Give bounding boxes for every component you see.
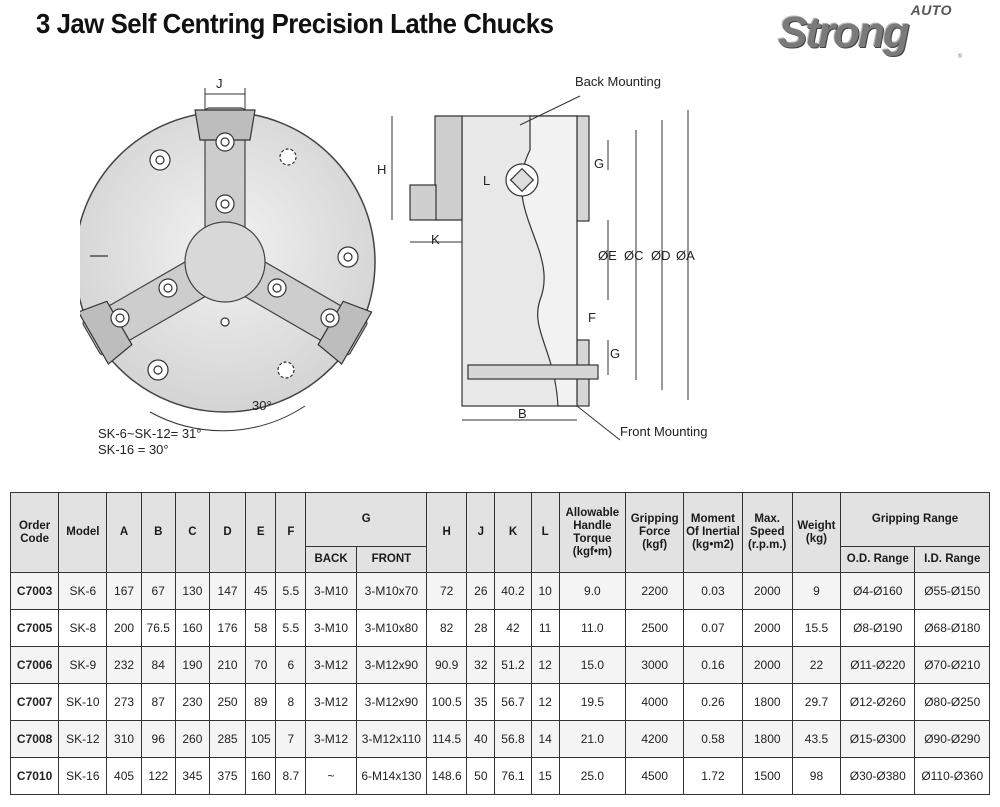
cell-od: Ø15-Ø300 (841, 721, 915, 758)
page-title: 3 Jaw Self Centring Precision Lathe Chucks (36, 8, 554, 39)
cell-a: 273 (107, 684, 141, 721)
cell-l: 10 (531, 573, 559, 610)
cell-back: ~ (306, 758, 356, 795)
dim-label-j: J (216, 76, 223, 91)
cell-inertia: 0.07 (684, 610, 742, 647)
cell-force: 4500 (626, 758, 684, 795)
dim-label-h: H (377, 162, 387, 177)
table-body (11, 573, 990, 795)
cell-code: C7003 (11, 573, 59, 610)
cell-speed: 2000 (742, 647, 792, 684)
table-row (11, 684, 990, 721)
table-row (11, 573, 990, 610)
cell-e: 45 (246, 573, 276, 610)
cell-model: SK-16 (59, 758, 107, 795)
header-force: Gripping Force (kgf) (626, 493, 684, 573)
cell-k: 40.2 (495, 573, 531, 610)
dim-label-b: B (518, 406, 527, 421)
cell-od: Ø4-Ø160 (841, 573, 915, 610)
cell-l: 12 (531, 684, 559, 721)
cell-inertia: 0.03 (684, 573, 742, 610)
cell-back: 3-M12 (306, 721, 356, 758)
cell-h: 72 (427, 573, 467, 610)
cell-speed: 1800 (742, 684, 792, 721)
dim-label-g-bottom: G (610, 346, 621, 361)
header-weight: Weight (kg) (792, 493, 840, 573)
cell-force: 3000 (626, 647, 684, 684)
cell-model: SK-10 (59, 684, 107, 721)
cell-torque: 19.5 (559, 684, 625, 721)
cell-l: 14 (531, 721, 559, 758)
cell-od: Ø11-Ø220 (841, 647, 915, 684)
cell-k: 76.1 (495, 758, 531, 795)
cell-l: 11 (531, 610, 559, 647)
cell-f: 7 (276, 721, 306, 758)
dim-label-d: ØD (651, 248, 671, 263)
cell-l: 12 (531, 647, 559, 684)
angle-note-1: SK-6~SK-12= 31° (98, 426, 202, 441)
cell-id: Ø90-Ø290 (915, 721, 990, 758)
cell-weight: 29.7 (792, 684, 840, 721)
cell-id: Ø68-Ø180 (915, 610, 990, 647)
cell-j: 35 (467, 684, 495, 721)
cell-f: 6 (276, 647, 306, 684)
cell-back: 3-M10 (306, 573, 356, 610)
cell-code: C7006 (11, 647, 59, 684)
cell-b: 122 (141, 758, 175, 795)
cell-c: 160 (175, 610, 209, 647)
cell-id: Ø70-Ø210 (915, 647, 990, 684)
cell-inertia: 0.26 (684, 684, 742, 721)
cell-j: 28 (467, 610, 495, 647)
dim-label-a: ØA (676, 248, 695, 263)
cell-f: 5.5 (276, 573, 306, 610)
header-b: B (141, 493, 175, 573)
front-mounting-label: Front Mounting (620, 424, 708, 439)
cell-od: Ø8-Ø190 (841, 610, 915, 647)
table-row (11, 610, 990, 647)
cell-front: 3-M10x80 (356, 610, 426, 647)
cell-c: 345 (175, 758, 209, 795)
cell-e: 70 (246, 647, 276, 684)
cell-d: 285 (209, 721, 245, 758)
cell-b: 67 (141, 573, 175, 610)
cell-e: 160 (246, 758, 276, 795)
cell-speed: 1800 (742, 721, 792, 758)
cell-c: 230 (175, 684, 209, 721)
header-order-code: Order Code (11, 493, 59, 573)
cell-j: 32 (467, 647, 495, 684)
header-k: K (495, 493, 531, 573)
header-id-range: I.D. Range (915, 547, 990, 573)
header-g: G (306, 493, 427, 547)
cell-speed: 2000 (742, 573, 792, 610)
cell-model: SK-6 (59, 573, 107, 610)
header-f: F (276, 493, 306, 573)
header-model: Model (59, 493, 107, 573)
cell-a: 310 (107, 721, 141, 758)
cell-torque: 9.0 (559, 573, 625, 610)
cell-code: C7007 (11, 684, 59, 721)
logo-auto-text: AUTO (910, 2, 952, 18)
specification-table (10, 492, 990, 795)
cell-a: 232 (107, 647, 141, 684)
cell-weight: 22 (792, 647, 840, 684)
table-row (11, 647, 990, 684)
cell-id: Ø55-Ø150 (915, 573, 990, 610)
header-d: D (209, 493, 245, 573)
cell-model: SK-9 (59, 647, 107, 684)
cell-torque: 25.0 (559, 758, 625, 795)
cell-b: 87 (141, 684, 175, 721)
chuck-side-view (380, 90, 710, 450)
cell-od: Ø30-Ø380 (841, 758, 915, 795)
cell-back: 3-M12 (306, 647, 356, 684)
cell-back: 3-M10 (306, 610, 356, 647)
cell-d: 176 (209, 610, 245, 647)
cell-e: 89 (246, 684, 276, 721)
cell-k: 51.2 (495, 647, 531, 684)
header-torque: Allowable Handle Torque (kgf•m) (559, 493, 625, 573)
cell-force: 4200 (626, 721, 684, 758)
cell-a: 200 (107, 610, 141, 647)
header-j: J (467, 493, 495, 573)
brand-logo (772, 2, 982, 66)
cell-f: 8 (276, 684, 306, 721)
cell-model: SK-8 (59, 610, 107, 647)
header-gripping-range: Gripping Range (841, 493, 990, 547)
logo-brand-text: Strong (778, 8, 908, 57)
cell-f: 5.5 (276, 610, 306, 647)
dim-label-e: ØE (598, 248, 617, 263)
header-g-back: BACK (306, 547, 356, 573)
table-header-row (11, 493, 990, 547)
header-inertia: Moment Of Inertial (kg•m2) (684, 493, 742, 573)
cell-j: 26 (467, 573, 495, 610)
cell-h: 148.6 (427, 758, 467, 795)
cell-d: 147 (209, 573, 245, 610)
cell-torque: 21.0 (559, 721, 625, 758)
cell-k: 56.8 (495, 721, 531, 758)
cell-c: 130 (175, 573, 209, 610)
cell-inertia: 0.58 (684, 721, 742, 758)
table-row (11, 758, 990, 795)
cell-torque: 11.0 (559, 610, 625, 647)
cell-weight: 9 (792, 573, 840, 610)
cell-back: 3-M12 (306, 684, 356, 721)
cell-weight: 43.5 (792, 721, 840, 758)
cell-a: 167 (107, 573, 141, 610)
table-row (11, 721, 990, 758)
cell-force: 2200 (626, 573, 684, 610)
cell-front: 6-M14x130 (356, 758, 426, 795)
cell-f: 8.7 (276, 758, 306, 795)
cell-torque: 15.0 (559, 647, 625, 684)
cell-j: 50 (467, 758, 495, 795)
cell-d: 210 (209, 647, 245, 684)
back-mounting-label: Back Mounting (575, 74, 661, 89)
angle-note-2: SK-16 = 30° (98, 442, 169, 457)
cell-id: Ø110-Ø360 (915, 758, 990, 795)
cell-inertia: 0.16 (684, 647, 742, 684)
logo-registered-mark: ® (957, 54, 962, 60)
header-h: H (427, 493, 467, 573)
dim-label-c: ØC (624, 248, 644, 263)
cell-j: 40 (467, 721, 495, 758)
cell-speed: 1500 (742, 758, 792, 795)
cell-inertia: 1.72 (684, 758, 742, 795)
header-g-front: FRONT (356, 547, 426, 573)
cell-front: 3-M12x110 (356, 721, 426, 758)
cell-a: 405 (107, 758, 141, 795)
cell-model: SK-12 (59, 721, 107, 758)
cell-front: 3-M10x70 (356, 573, 426, 610)
cell-b: 76.5 (141, 610, 175, 647)
cell-h: 82 (427, 610, 467, 647)
cell-front: 3-M12x90 (356, 684, 426, 721)
cell-h: 100.5 (427, 684, 467, 721)
cell-code: C7005 (11, 610, 59, 647)
header-l: L (531, 493, 559, 573)
cell-c: 260 (175, 721, 209, 758)
cell-weight: 15.5 (792, 610, 840, 647)
header-od-range: O.D. Range (841, 547, 915, 573)
cell-weight: 98 (792, 758, 840, 795)
cell-k: 42 (495, 610, 531, 647)
header-speed: Max. Speed (r.p.m.) (742, 493, 792, 573)
cell-h: 114.5 (427, 721, 467, 758)
header-c: C (175, 493, 209, 573)
cell-od: Ø12-Ø260 (841, 684, 915, 721)
header-a: A (107, 493, 141, 573)
cell-e: 58 (246, 610, 276, 647)
cell-b: 84 (141, 647, 175, 684)
angle-label: 30° (252, 398, 272, 413)
header-e: E (246, 493, 276, 573)
cell-d: 375 (209, 758, 245, 795)
dim-label-l: L (483, 173, 491, 188)
dim-label-f: F (588, 310, 596, 325)
cell-e: 105 (246, 721, 276, 758)
cell-d: 250 (209, 684, 245, 721)
cell-force: 4000 (626, 684, 684, 721)
cell-speed: 2000 (742, 610, 792, 647)
dim-label-k: K (431, 232, 440, 247)
cell-l: 15 (531, 758, 559, 795)
cell-c: 190 (175, 647, 209, 684)
technical-drawing (0, 70, 1000, 480)
cell-front: 3-M12x90 (356, 647, 426, 684)
cell-force: 2500 (626, 610, 684, 647)
cell-code: C7010 (11, 758, 59, 795)
dim-label-g-top: G (594, 156, 605, 171)
cell-id: Ø80-Ø250 (915, 684, 990, 721)
cell-b: 96 (141, 721, 175, 758)
cell-h: 90.9 (427, 647, 467, 684)
cell-code: C7008 (11, 721, 59, 758)
cell-k: 56.7 (495, 684, 531, 721)
